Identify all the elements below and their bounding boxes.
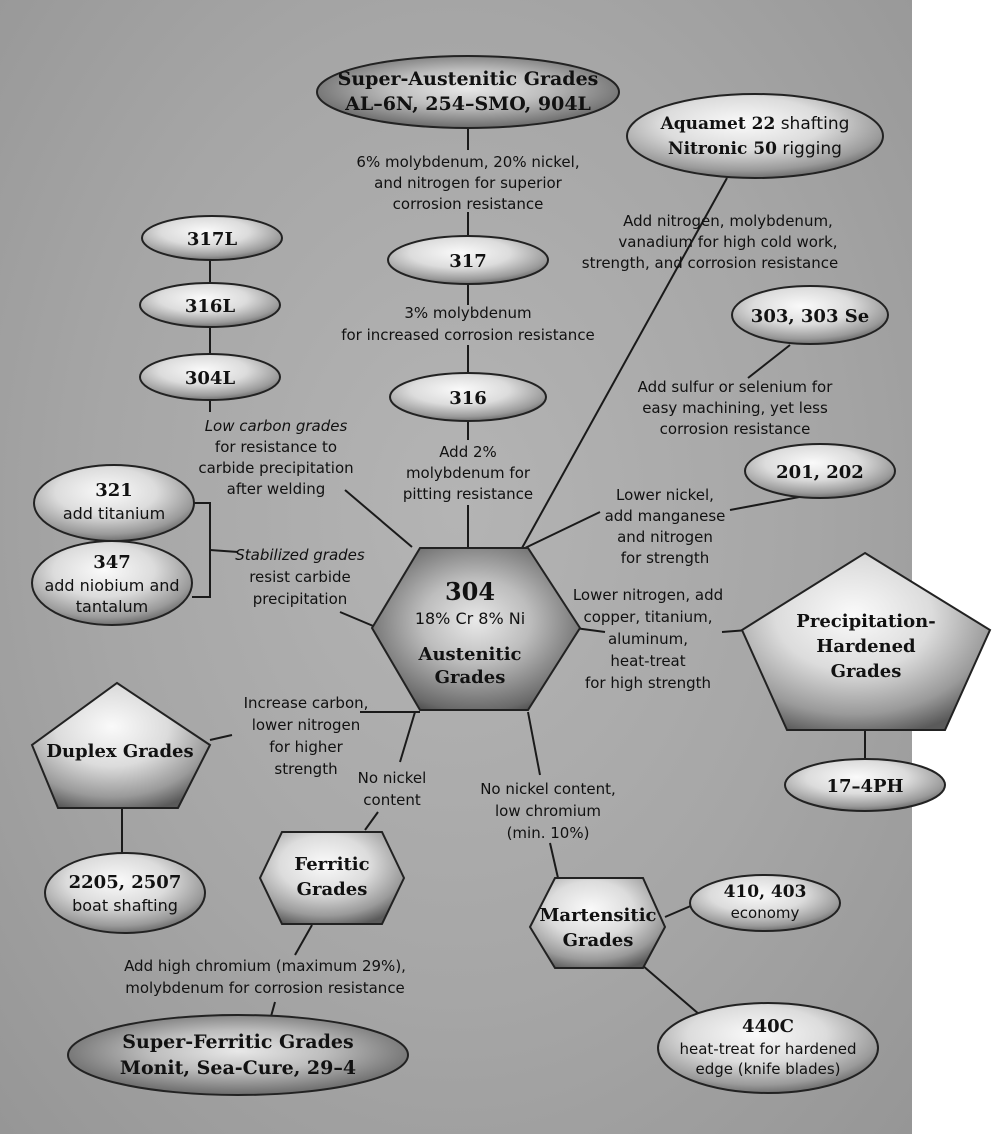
node-ferritic <box>260 832 404 924</box>
label-303-1: Add sulfur or selenium for <box>637 378 833 396</box>
label-precip-1: Lower nitrogen, add <box>572 586 724 604</box>
aquamet-use: shafting <box>775 114 850 134</box>
label-317-1: 3% molybdenum <box>404 304 532 322</box>
node-2205 <box>45 853 205 933</box>
label-martensitic-1: No nickel content, <box>480 780 616 798</box>
label-low-carbon-1: for resistance to <box>214 438 338 456</box>
440C-desc-1: heat-treat for hardened <box>679 1040 857 1058</box>
label-aquamet-2: vanadium for high cold work, <box>618 233 838 251</box>
label-ferritic-1: No nickel <box>357 769 427 787</box>
316-label: 316 <box>449 388 487 409</box>
label-stabilized-1: resist carbide <box>249 568 351 586</box>
label-201-4: for strength <box>620 549 710 567</box>
ferritic-label: Ferritic <box>294 854 370 875</box>
label-super-ferritic-1: Add high chromium (maximum 29%), <box>124 957 406 975</box>
label-low-carbon-3: after welding <box>226 480 326 498</box>
label-stabilized-italic: Stabilized grades <box>235 546 365 564</box>
node-super-ferritic <box>68 1015 408 1095</box>
node-440C <box>658 1003 878 1093</box>
austenitic-grades-label: Grades <box>434 667 506 688</box>
node-316 <box>390 373 546 421</box>
304-label: 304 <box>444 577 496 606</box>
2205-label: 2205, 2507 <box>68 872 182 893</box>
node-201 <box>745 444 895 498</box>
label-316-2: molybdenum for <box>405 464 531 482</box>
svg-text:Aquamet 22 shafting <box>660 114 850 134</box>
label-duplex-3: for higher <box>269 738 343 756</box>
label-303-3: corrosion resistance <box>659 420 811 438</box>
321-label: 321 <box>95 480 133 501</box>
347-desc-1: add niobium and <box>44 576 180 595</box>
super-ferritic-grades: Monit, Sea-Cure, 29–4 <box>119 1057 357 1079</box>
303-label: 303, 303 Se <box>750 306 870 327</box>
label-low-carbon-2: carbide precipitation <box>198 459 354 477</box>
node-347 <box>32 541 192 625</box>
precip-line3: Grades <box>830 661 902 682</box>
label-316-1: Add 2% <box>439 443 497 461</box>
super-austenitic-title: Super-Austenitic Grades <box>337 68 599 90</box>
martensitic-grades-label: Grades <box>562 930 634 951</box>
nitronic-use: rigging <box>776 139 842 159</box>
node-aquamet <box>627 94 883 178</box>
label-precip-5: for high strength <box>584 674 712 692</box>
node-317L <box>142 216 282 260</box>
label-martensitic-3: (min. 10%) <box>506 824 590 842</box>
label-ferritic-2: content <box>363 791 421 809</box>
label-aquamet-1: Add nitrogen, molybdenum, <box>623 212 833 230</box>
label-duplex-2: lower nitrogen <box>251 716 361 734</box>
node-304-austenitic <box>372 548 580 710</box>
node-super-austenitic <box>317 56 619 128</box>
2205-desc: boat shafting <box>72 896 178 915</box>
label-201-2: add manganese <box>604 507 726 525</box>
nitronic-name: Nitronic 50 <box>668 139 777 159</box>
317-label: 317 <box>449 251 487 272</box>
node-316L <box>140 283 280 327</box>
super-austenitic-grades: AL–6N, 254–SMO, 904L <box>345 93 591 115</box>
node-martensitic <box>530 878 665 968</box>
label-super-ferritic-2: molybdenum for corrosion resistance <box>125 979 405 997</box>
label-low-carbon-italic: Low carbon grades <box>204 417 348 435</box>
label-aquamet-3: strength, and corrosion resistance <box>581 254 839 272</box>
node-precipitation-hardened <box>742 553 990 730</box>
201-label: 201, 202 <box>776 462 864 483</box>
316L-label: 316L <box>184 296 236 317</box>
label-martensitic-2: low chromium <box>494 802 602 820</box>
label-super-aus-3: corrosion resistance <box>392 195 544 213</box>
aquamet-name: Aquamet 22 <box>660 114 776 134</box>
martensitic-label: Martensitic <box>539 905 657 926</box>
label-super-aus-2: and nitrogen for superior <box>374 174 562 192</box>
node-303 <box>732 286 888 344</box>
austenitic-label: Austenitic <box>418 644 522 665</box>
347-label: 347 <box>93 552 131 573</box>
label-303-2: easy machining, yet less <box>642 399 828 417</box>
410-desc: economy <box>730 904 800 922</box>
label-stabilized-2: precipitation <box>252 590 348 608</box>
label-super-aus-1: 6% molybdenum, 20% nickel, <box>356 153 580 171</box>
node-410 <box>690 875 840 931</box>
410-label: 410, 403 <box>723 882 807 902</box>
label-duplex-1: Increase carbon, <box>243 694 369 712</box>
label-precip-4: heat-treat <box>610 652 686 670</box>
duplex-label: Duplex Grades <box>46 741 194 762</box>
440C-label: 440C <box>742 1016 794 1037</box>
node-duplex <box>32 683 210 808</box>
17-4PH-label: 17–4PH <box>826 776 904 797</box>
440C-desc-2: edge (knife blades) <box>695 1060 841 1078</box>
label-precip-2: copper, titanium, <box>583 608 713 626</box>
304L-label: 304L <box>184 368 236 389</box>
label-316-3: pitting resistance <box>402 485 534 503</box>
label-precip-3: aluminum, <box>607 630 689 648</box>
label-duplex-4: strength <box>274 760 338 778</box>
321-desc: add titanium <box>62 504 166 523</box>
precip-line2: Hardened <box>816 636 916 657</box>
label-317-2: for increased corrosion resistance <box>341 326 595 344</box>
node-304L <box>140 354 280 400</box>
label-201-1: Lower nickel, <box>616 486 714 504</box>
node-317 <box>388 236 548 284</box>
super-ferritic-title: Super-Ferritic Grades <box>122 1031 354 1053</box>
node-17-4PH <box>785 759 945 811</box>
304-composition: 18% Cr 8% Ni <box>414 609 526 628</box>
node-321 <box>34 465 194 541</box>
ferritic-grades-label: Grades <box>296 879 368 900</box>
label-201-3: and nitrogen <box>617 528 713 546</box>
svg-text:Nitronic 50 rigging <box>668 139 842 159</box>
317L-label: 317L <box>186 229 238 250</box>
347-desc-2: tantalum <box>75 597 149 616</box>
precip-line1: Precipitation- <box>796 611 936 632</box>
